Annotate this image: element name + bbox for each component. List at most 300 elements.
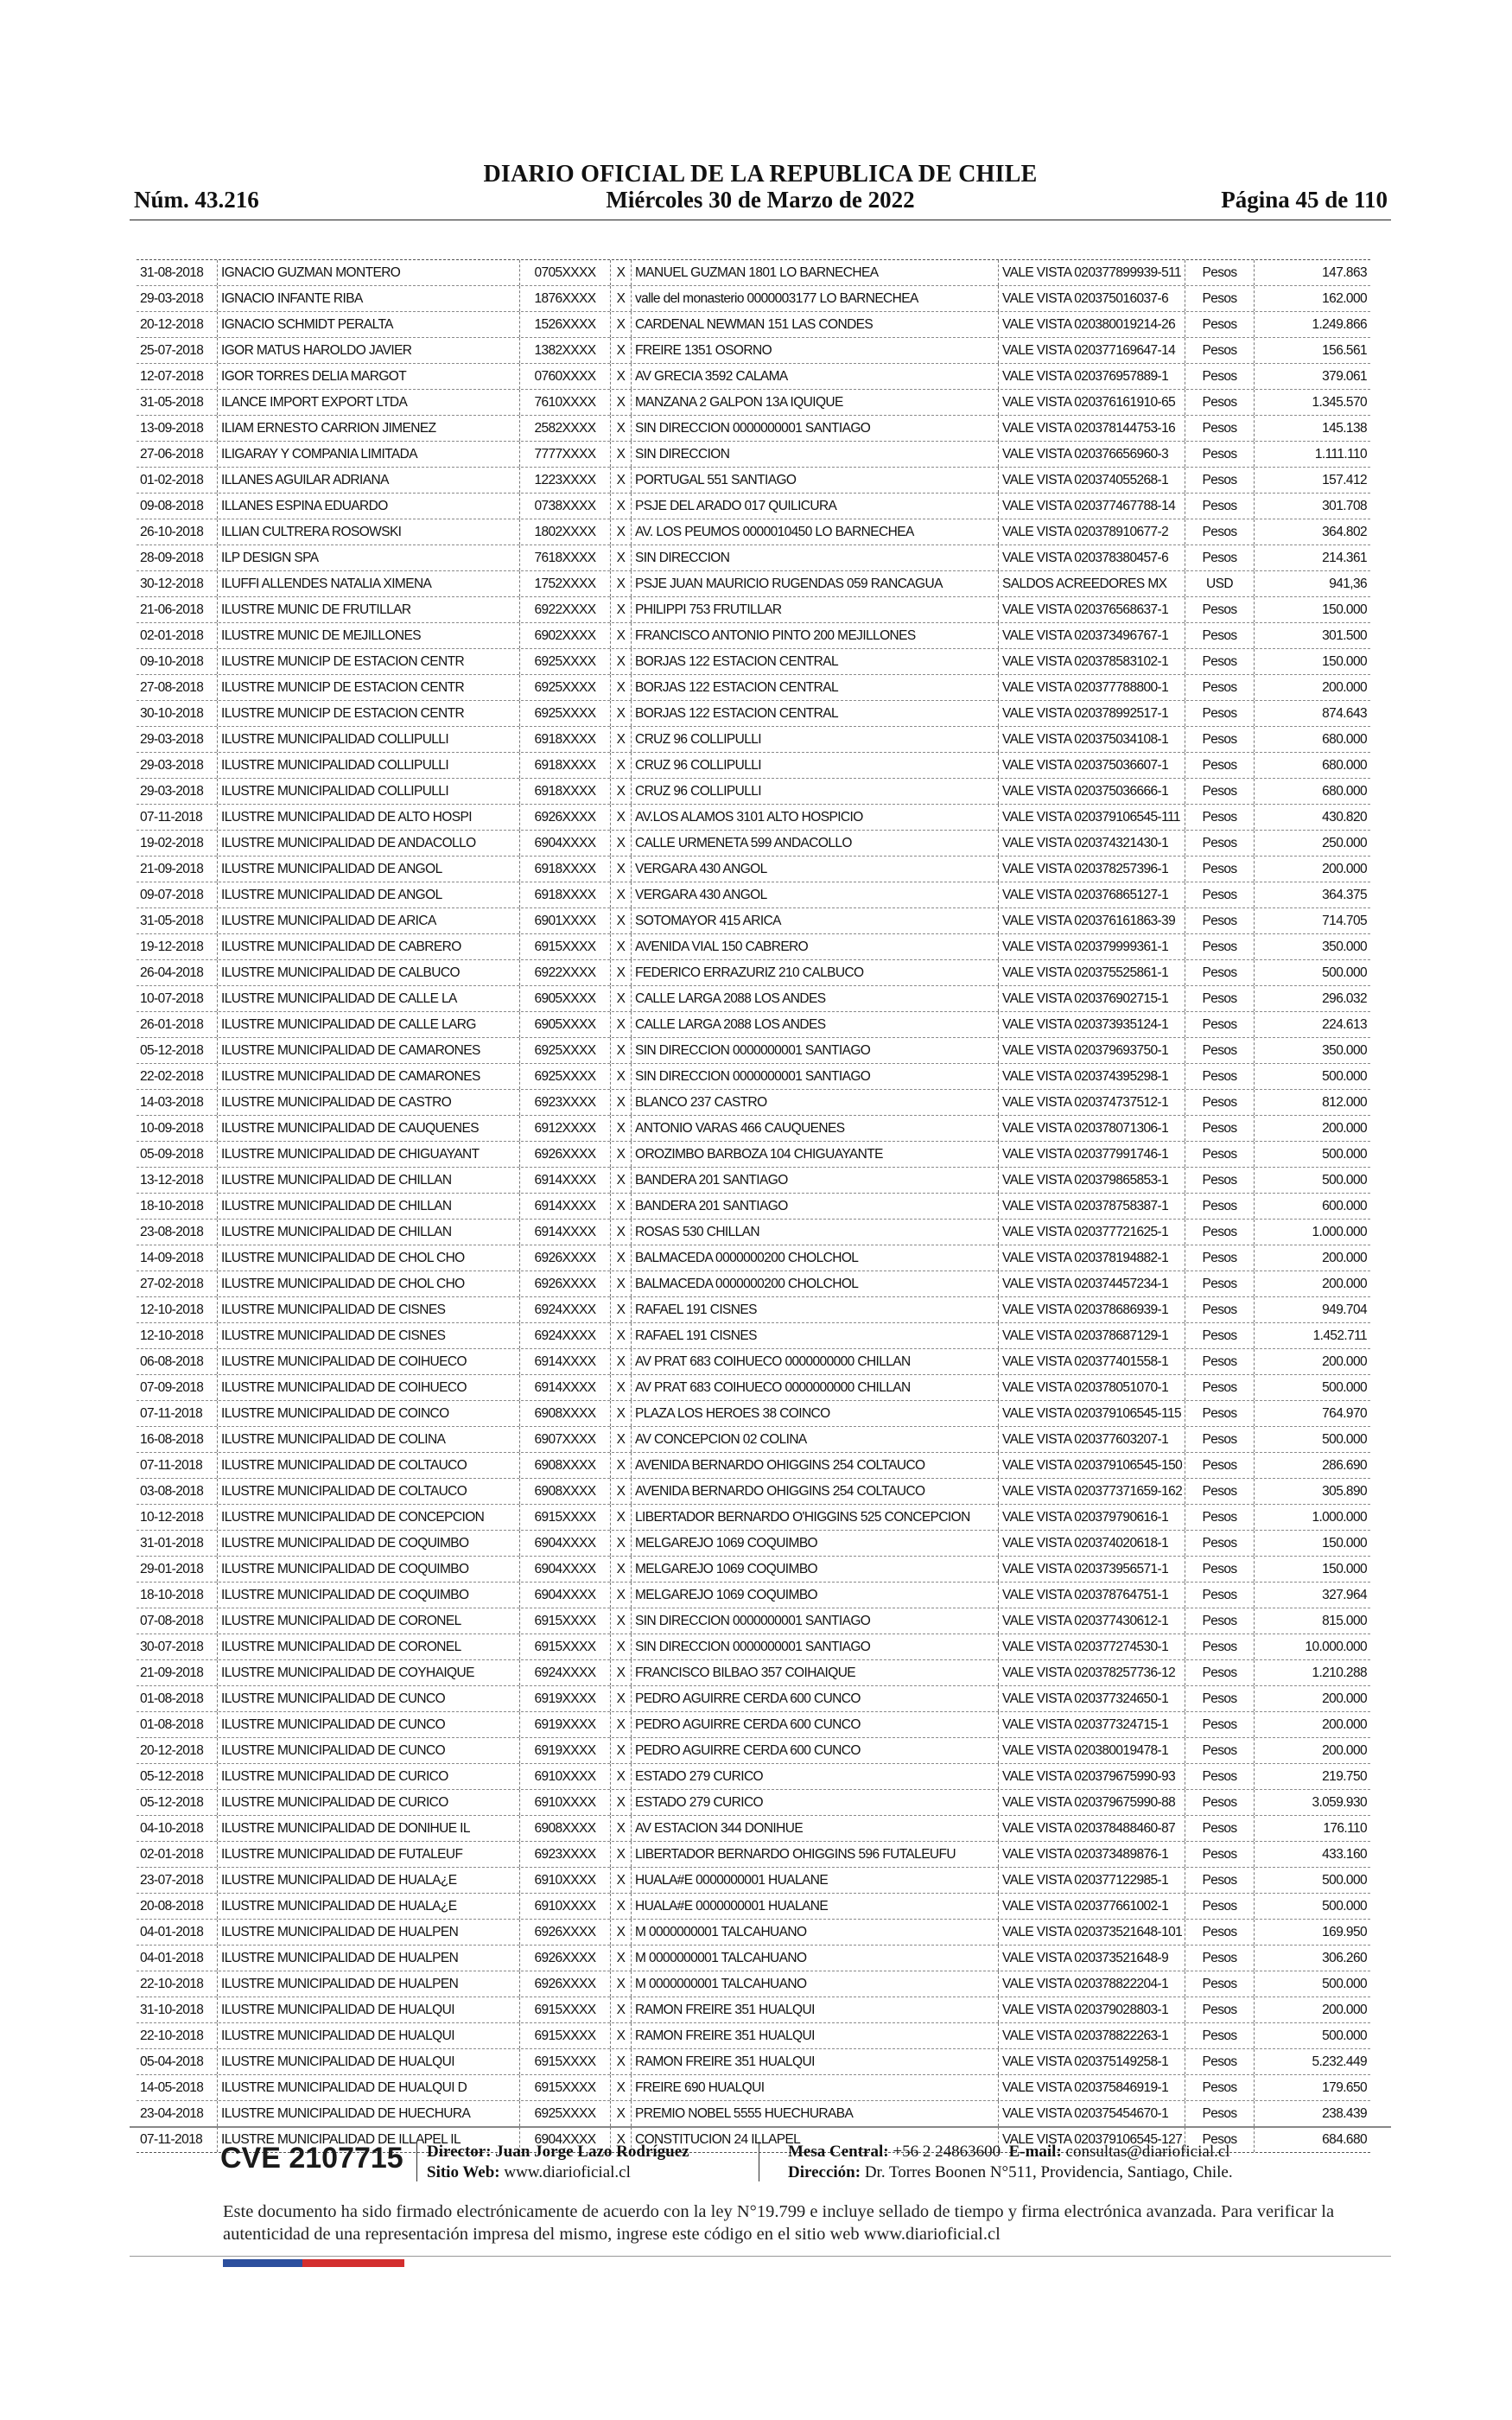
cell-mark: X bbox=[610, 831, 631, 856]
cell-amount: 296.032 bbox=[1254, 986, 1370, 1011]
cell-rut: 0705XXXX bbox=[519, 260, 610, 285]
cell-amount: 949.704 bbox=[1254, 1297, 1370, 1322]
cell-rut: 6910XXXX bbox=[519, 1790, 610, 1815]
cell-address: BALMACEDA 0000000200 CHOLCHOL bbox=[631, 1271, 998, 1296]
cell-date: 19-02-2018 bbox=[140, 836, 204, 850]
table-row bbox=[137, 1790, 1370, 1816]
cell-mark: X bbox=[610, 882, 631, 908]
cell-amount: 680.000 bbox=[1254, 753, 1370, 778]
cell-name: ILLANES ESPINA EDUARDO bbox=[217, 494, 519, 519]
cell-instrument: VALE VISTA 020379999361-1 bbox=[998, 934, 1185, 959]
cell-currency: Pesos bbox=[1185, 623, 1254, 648]
cell-address: valle del monasterio 0000003177 LO BARNECHEA bbox=[631, 286, 998, 311]
cell-address: SIN DIRECCION bbox=[631, 442, 998, 467]
cell-currency: Pesos bbox=[1185, 1790, 1254, 1815]
mesa-phone: +56 2 24863600 bbox=[893, 2143, 1001, 2161]
cell-date: 18-10-2018 bbox=[140, 1588, 204, 1602]
cell-address: BORJAS 122 ESTACION CENTRAL bbox=[631, 701, 998, 726]
cell-mark: X bbox=[610, 390, 631, 415]
cell-instrument: VALE VISTA 020377467788-14 bbox=[998, 494, 1185, 519]
cell-mark: X bbox=[610, 960, 631, 985]
table-row bbox=[137, 1531, 1370, 1557]
cell-instrument: VALE VISTA 020378910677-2 bbox=[998, 519, 1185, 544]
cell-instrument: VALE VISTA 020374321430-1 bbox=[998, 831, 1185, 856]
cell-instrument: VALE VISTA 020378051070-1 bbox=[998, 1375, 1185, 1400]
table-row bbox=[137, 1583, 1370, 1608]
cell-instrument: VALE VISTA 020378071306-1 bbox=[998, 1116, 1185, 1141]
cell-mark: X bbox=[610, 1920, 631, 1945]
table-row bbox=[137, 1090, 1370, 1116]
cell-address: CALLE URMENETA 599 ANDACOLLO bbox=[631, 831, 998, 856]
table-row bbox=[137, 364, 1370, 390]
table-row bbox=[137, 1297, 1370, 1323]
cell-instrument: VALE VISTA 020378822263-1 bbox=[998, 2023, 1185, 2048]
cell-rut: 6919XXXX bbox=[519, 1712, 610, 1737]
cell-name: ILUSTRE MUNICIPALIDAD DE HUALA¿E bbox=[217, 1894, 519, 1919]
cell-amount: 364.802 bbox=[1254, 519, 1370, 544]
cell-amount: 433.160 bbox=[1254, 1842, 1370, 1867]
cell-rut: 0760XXXX bbox=[519, 364, 610, 389]
cell-address: MELGAREJO 1069 COQUIMBO bbox=[631, 1583, 998, 1608]
cell-instrument: VALE VISTA 020378764751-1 bbox=[998, 1583, 1185, 1608]
cell-currency: Pesos bbox=[1185, 805, 1254, 830]
cell-amount: 306.260 bbox=[1254, 1946, 1370, 1971]
cell-date: 07-09-2018 bbox=[140, 1380, 204, 1395]
cell-address: M 0000000001 TALCAHUANO bbox=[631, 1971, 998, 1996]
cell-mark: X bbox=[610, 1401, 631, 1426]
table-row bbox=[137, 1920, 1370, 1946]
cell-address: ESTADO 279 CURICO bbox=[631, 1790, 998, 1815]
cell-name: ILUSTRE MUNICIPALIDAD COLLIPULLI bbox=[217, 753, 519, 778]
cell-amount: 176.110 bbox=[1254, 1816, 1370, 1841]
cell-name: ILUSTRE MUNICIPALIDAD DE ARICA bbox=[217, 908, 519, 933]
cell-address: AV CONCEPCION 02 COLINA bbox=[631, 1427, 998, 1452]
cell-mark: X bbox=[610, 1012, 631, 1037]
table-row bbox=[137, 1686, 1370, 1712]
table-row bbox=[137, 1634, 1370, 1660]
cell-address: BORJAS 122 ESTACION CENTRAL bbox=[631, 649, 998, 674]
cell-address: AVENIDA BERNARDO OHIGGINS 254 COLTAUCO bbox=[631, 1479, 998, 1504]
table-row bbox=[137, 1505, 1370, 1531]
cell-address: AVENIDA BERNARDO OHIGGINS 254 COLTAUCO bbox=[631, 1453, 998, 1478]
cell-instrument: VALE VISTA 020379790616-1 bbox=[998, 1505, 1185, 1530]
cell-date: 23-08-2018 bbox=[140, 1225, 204, 1239]
cell-instrument: VALE VISTA 020380019478-1 bbox=[998, 1738, 1185, 1763]
cell-rut: 6915XXXX bbox=[519, 2049, 610, 2074]
cell-amount: 680.000 bbox=[1254, 727, 1370, 752]
cell-instrument: SALDOS ACREEDORES MX bbox=[998, 571, 1185, 596]
cell-date: 09-07-2018 bbox=[140, 888, 204, 902]
table-row bbox=[137, 2023, 1370, 2049]
cell-date: 25-07-2018 bbox=[140, 343, 204, 358]
cell-address: SIN DIRECCION 0000000001 SANTIAGO bbox=[631, 1608, 998, 1634]
cell-address: CRUZ 96 COLLIPULLI bbox=[631, 727, 998, 752]
cell-mark: X bbox=[610, 1738, 631, 1763]
cell-rut: 6918XXXX bbox=[519, 779, 610, 804]
table-row bbox=[137, 2049, 1370, 2075]
cell-name: ILUSTRE MUNICIPALIDAD DE ALTO HOSPI bbox=[217, 805, 519, 830]
cell-amount: 10.000.000 bbox=[1254, 1634, 1370, 1659]
cell-currency: Pesos bbox=[1185, 1583, 1254, 1608]
cell-name: ILP DESIGN SPA bbox=[217, 545, 519, 570]
cell-instrument: VALE VISTA 020375149258-1 bbox=[998, 2049, 1185, 2074]
table-row bbox=[137, 1738, 1370, 1764]
cell-name: ILUSTRE MUNICIPALIDAD DE CHOL CHO bbox=[217, 1271, 519, 1296]
cell-date: 23-04-2018 bbox=[140, 2106, 204, 2121]
cell-date: 26-04-2018 bbox=[140, 965, 204, 980]
cell-mark: X bbox=[610, 1894, 631, 1919]
cell-rut: 6926XXXX bbox=[519, 1946, 610, 1971]
cell-address: ANTONIO VARAS 466 CAUQUENES bbox=[631, 1116, 998, 1141]
cell-name: ILUSTRE MUNICIPALIDAD DE CHIGUAYANT bbox=[217, 1142, 519, 1167]
cell-date: 06-08-2018 bbox=[140, 1354, 204, 1369]
cell-currency: Pesos bbox=[1185, 2049, 1254, 2074]
cell-amount: 150.000 bbox=[1254, 1557, 1370, 1582]
cell-currency: Pesos bbox=[1185, 1686, 1254, 1711]
cell-instrument: VALE VISTA 020376656960-3 bbox=[998, 442, 1185, 467]
table-row bbox=[137, 1608, 1370, 1634]
cell-address: AV ESTACION 344 DONIHUE bbox=[631, 1816, 998, 1841]
cell-name: ILUSTRE MUNIC DE MEJILLONES bbox=[217, 623, 519, 648]
cell-amount: 500.000 bbox=[1254, 1868, 1370, 1893]
cell-name: ILUSTRE MUNICIPALIDAD DE CAUQUENES bbox=[217, 1116, 519, 1141]
cell-instrument: VALE VISTA 020374457234-1 bbox=[998, 1271, 1185, 1296]
cell-currency: Pesos bbox=[1185, 1323, 1254, 1348]
table-row bbox=[137, 338, 1370, 364]
cell-instrument: VALE VISTA 020378758387-1 bbox=[998, 1194, 1185, 1219]
cell-rut: 6905XXXX bbox=[519, 1012, 610, 1037]
cell-address: FREIRE 1351 OSORNO bbox=[631, 338, 998, 363]
cell-currency: Pesos bbox=[1185, 416, 1254, 441]
cell-rut: 6923XXXX bbox=[519, 1842, 610, 1867]
director-block bbox=[427, 2142, 689, 2183]
cell-rut: 6910XXXX bbox=[519, 1764, 610, 1789]
cell-amount: 684.680 bbox=[1254, 2127, 1370, 2152]
cell-address: RAMON FREIRE 351 HUALQUI bbox=[631, 2023, 998, 2048]
cell-name: IGNACIO GUZMAN MONTERO bbox=[217, 260, 519, 285]
cell-address: CRUZ 96 COLLIPULLI bbox=[631, 753, 998, 778]
page-header bbox=[130, 156, 1391, 216]
cell-name: ILUSTRE MUNICIP DE ESTACION CENTR bbox=[217, 675, 519, 700]
cell-date: 27-02-2018 bbox=[140, 1277, 204, 1291]
cell-address: AV GRECIA 3592 CALAMA bbox=[631, 364, 998, 389]
cell-amount: 200.000 bbox=[1254, 1116, 1370, 1141]
cell-address: SIN DIRECCION bbox=[631, 545, 998, 570]
cell-rut: 6908XXXX bbox=[519, 1401, 610, 1426]
cell-mark: X bbox=[610, 597, 631, 622]
cell-amount: 301.708 bbox=[1254, 494, 1370, 519]
cell-address: RAMON FREIRE 351 HUALQUI bbox=[631, 1997, 998, 2022]
cell-rut: 6923XXXX bbox=[519, 1090, 610, 1115]
cell-currency: Pesos bbox=[1185, 1245, 1254, 1270]
cell-address: MELGAREJO 1069 COQUIMBO bbox=[631, 1531, 998, 1556]
table-row bbox=[137, 1660, 1370, 1686]
cell-date: 22-10-2018 bbox=[140, 1977, 204, 1991]
cell-address: CALLE LARGA 2088 LOS ANDES bbox=[631, 986, 998, 1011]
cell-currency: Pesos bbox=[1185, 1220, 1254, 1245]
cell-rut: 6915XXXX bbox=[519, 1505, 610, 1530]
cell-currency: Pesos bbox=[1185, 1634, 1254, 1659]
cell-instrument: VALE VISTA 020374737512-1 bbox=[998, 1090, 1185, 1115]
cell-name: ILUSTRE MUNICIPALIDAD DE CABRERO bbox=[217, 934, 519, 959]
cell-amount: 379.061 bbox=[1254, 364, 1370, 389]
cell-address: AV PRAT 683 COIHUECO 0000000000 CHILLAN bbox=[631, 1375, 998, 1400]
cell-amount: 238.439 bbox=[1254, 2101, 1370, 2126]
cell-date: 12-07-2018 bbox=[140, 369, 204, 384]
cell-mark: X bbox=[610, 494, 631, 519]
table-row bbox=[137, 1194, 1370, 1220]
cell-rut: 6926XXXX bbox=[519, 1971, 610, 1996]
cell-currency: Pesos bbox=[1185, 934, 1254, 959]
cell-currency: Pesos bbox=[1185, 1479, 1254, 1504]
table-row bbox=[137, 986, 1370, 1012]
cell-address: CONSTITUCION 24 ILLAPEL bbox=[631, 2127, 998, 2152]
cell-instrument: VALE VISTA 020377899939-511 bbox=[998, 260, 1185, 285]
cell-address: RAFAEL 191 CISNES bbox=[631, 1323, 998, 1348]
cell-mark: X bbox=[610, 571, 631, 596]
cell-date: 30-10-2018 bbox=[140, 706, 204, 721]
cell-date: 31-01-2018 bbox=[140, 1536, 204, 1551]
cell-name: ILUSTRE MUNICIPALIDAD DE HUALQUI D bbox=[217, 2075, 519, 2100]
cell-currency: Pesos bbox=[1185, 753, 1254, 778]
table-row bbox=[137, 1168, 1370, 1194]
cell-mark: X bbox=[610, 675, 631, 700]
cell-amount: 1.249.866 bbox=[1254, 312, 1370, 337]
cell-name: ILANCE IMPORT EXPORT LTDA bbox=[217, 390, 519, 415]
cell-currency: Pesos bbox=[1185, 468, 1254, 493]
cell-amount: 1.210.288 bbox=[1254, 1660, 1370, 1685]
cell-address: SIN DIRECCION 0000000001 SANTIAGO bbox=[631, 1634, 998, 1659]
cell-mark: X bbox=[610, 1790, 631, 1815]
cell-instrument: VALE VISTA 020375846919-1 bbox=[998, 2075, 1185, 2100]
table-row bbox=[137, 831, 1370, 857]
cell-instrument: VALE VISTA 020377324715-1 bbox=[998, 1712, 1185, 1737]
cell-currency: Pesos bbox=[1185, 1116, 1254, 1141]
cell-currency: Pesos bbox=[1185, 1557, 1254, 1582]
cell-address: FREIRE 690 HUALQUI bbox=[631, 2075, 998, 2100]
cell-rut: 6926XXXX bbox=[519, 1245, 610, 1270]
table-row bbox=[137, 2075, 1370, 2101]
cell-date: 02-01-2018 bbox=[140, 628, 204, 643]
cell-rut: 6925XXXX bbox=[519, 1064, 610, 1089]
cell-instrument: VALE VISTA 020374020618-1 bbox=[998, 1531, 1185, 1556]
cell-date: 12-10-2018 bbox=[140, 1302, 204, 1317]
cell-instrument: VALE VISTA 020376902715-1 bbox=[998, 986, 1185, 1011]
cell-mark: X bbox=[610, 1168, 631, 1193]
cell-currency: Pesos bbox=[1185, 1453, 1254, 1478]
cell-rut: 6901XXXX bbox=[519, 908, 610, 933]
cell-name: ILUSTRE MUNICIPALIDAD DE CORONEL bbox=[217, 1634, 519, 1659]
table-row bbox=[137, 1479, 1370, 1505]
cell-date: 01-08-2018 bbox=[140, 1717, 204, 1732]
cell-rut: 6922XXXX bbox=[519, 960, 610, 985]
cell-rut: 6919XXXX bbox=[519, 1738, 610, 1763]
cell-instrument: VALE VISTA 020379693750-1 bbox=[998, 1038, 1185, 1063]
cell-amount: 150.000 bbox=[1254, 1531, 1370, 1556]
cell-amount: 157.412 bbox=[1254, 468, 1370, 493]
site-label: Sitio Web: bbox=[427, 2163, 500, 2181]
cell-mark: X bbox=[610, 338, 631, 363]
cell-rut: 1223XXXX bbox=[519, 468, 610, 493]
cell-name: ILUSTRE MUNICIPALIDAD DE HUALPEN bbox=[217, 1971, 519, 1996]
cell-instrument: VALE VISTA 020373935124-1 bbox=[998, 1012, 1185, 1037]
table-row bbox=[137, 805, 1370, 831]
cell-instrument: VALE VISTA 020378686939-1 bbox=[998, 1297, 1185, 1322]
cell-name: ILUSTRE MUNICIPALIDAD DE COIHUECO bbox=[217, 1349, 519, 1374]
cell-instrument: VALE VISTA 020376568637-1 bbox=[998, 597, 1185, 622]
cell-instrument: VALE VISTA 020378822204-1 bbox=[998, 1971, 1185, 1996]
newspaper-title: DIARIO OFICIAL DE LA REPUBLICA DE CHILE bbox=[483, 161, 1038, 188]
cell-currency: Pesos bbox=[1185, 312, 1254, 337]
cell-date: 27-08-2018 bbox=[140, 680, 204, 695]
cell-currency: Pesos bbox=[1185, 2127, 1254, 2152]
cell-amount: 200.000 bbox=[1254, 1712, 1370, 1737]
cell-amount: 200.000 bbox=[1254, 1997, 1370, 2022]
cell-address: MELGAREJO 1069 COQUIMBO bbox=[631, 1557, 998, 1582]
cell-date: 09-10-2018 bbox=[140, 654, 204, 669]
cell-currency: Pesos bbox=[1185, 260, 1254, 285]
cell-address: MANUEL GUZMAN 1801 LO BARNECHEA bbox=[631, 260, 998, 285]
cell-mark: X bbox=[610, 468, 631, 493]
cell-instrument: VALE VISTA 020377788800-1 bbox=[998, 675, 1185, 700]
cell-amount: 200.000 bbox=[1254, 1245, 1370, 1270]
cell-instrument: VALE VISTA 020378257396-1 bbox=[998, 857, 1185, 882]
director-label: Director: bbox=[427, 2143, 492, 2161]
cell-rut: 6908XXXX bbox=[519, 1479, 610, 1504]
cell-address: SIN DIRECCION 0000000001 SANTIAGO bbox=[631, 1064, 998, 1089]
cell-currency: Pesos bbox=[1185, 1946, 1254, 1971]
cell-rut: 2582XXXX bbox=[519, 416, 610, 441]
cell-instrument: VALE VISTA 020374395298-1 bbox=[998, 1064, 1185, 1089]
cell-currency: Pesos bbox=[1185, 1375, 1254, 1400]
cell-address: BANDERA 201 SANTIAGO bbox=[631, 1194, 998, 1219]
cell-address: AV. LOS PEUMOS 0000010450 LO BARNECHEA bbox=[631, 519, 998, 544]
cell-instrument: VALE VISTA 020379106545-111 bbox=[998, 805, 1185, 830]
cell-amount: 145.138 bbox=[1254, 416, 1370, 441]
cell-mark: X bbox=[610, 1505, 631, 1530]
cell-address: SOTOMAYOR 415 ARICA bbox=[631, 908, 998, 933]
cell-name: ILUSTRE MUNICIPALIDAD DE ANDACOLLO bbox=[217, 831, 519, 856]
cell-mark: X bbox=[610, 1842, 631, 1867]
cell-rut: 6914XXXX bbox=[519, 1375, 610, 1400]
cell-mark: X bbox=[610, 1531, 631, 1556]
cell-currency: Pesos bbox=[1185, 1349, 1254, 1374]
cell-currency: Pesos bbox=[1185, 1427, 1254, 1452]
table-row bbox=[137, 960, 1370, 986]
cell-name: ILUSTRE MUNICIPALIDAD DE HUALA¿E bbox=[217, 1868, 519, 1893]
cell-address: BANDERA 201 SANTIAGO bbox=[631, 1168, 998, 1193]
cell-mark: X bbox=[610, 2127, 631, 2152]
cell-currency: Pesos bbox=[1185, 1997, 1254, 2022]
cell-instrument: VALE VISTA 020374055268-1 bbox=[998, 468, 1185, 493]
cell-rut: 6915XXXX bbox=[519, 2075, 610, 2100]
cell-name: ILUSTRE MUNICIPALIDAD DE CISNES bbox=[217, 1297, 519, 1322]
cell-name: ILUSTRE MUNICIPALIDAD DE COQUIMBO bbox=[217, 1583, 519, 1608]
cell-instrument: VALE VISTA 020377991746-1 bbox=[998, 1142, 1185, 1167]
cell-amount: 200.000 bbox=[1254, 1271, 1370, 1296]
cell-rut: 6926XXXX bbox=[519, 1271, 610, 1296]
cell-mark: X bbox=[610, 1479, 631, 1504]
cell-amount: 327.964 bbox=[1254, 1583, 1370, 1608]
cell-name: IGNACIO SCHMIDT PERALTA bbox=[217, 312, 519, 337]
cell-rut: 6924XXXX bbox=[519, 1323, 610, 1348]
cell-currency: Pesos bbox=[1185, 1971, 1254, 1996]
cell-mark: X bbox=[610, 1583, 631, 1608]
cell-address: RAFAEL 191 CISNES bbox=[631, 1297, 998, 1322]
cell-rut: 6915XXXX bbox=[519, 2023, 610, 2048]
cell-name: ILUSTRE MUNICIPALIDAD DE COIHUECO bbox=[217, 1375, 519, 1400]
cell-instrument: VALE VISTA 020376161910-65 bbox=[998, 390, 1185, 415]
cell-name: ILUSTRE MUNICIP DE ESTACION CENTR bbox=[217, 701, 519, 726]
cell-amount: 3.059.930 bbox=[1254, 1790, 1370, 1815]
cell-amount: 250.000 bbox=[1254, 831, 1370, 856]
cell-date: 14-03-2018 bbox=[140, 1095, 204, 1110]
cell-currency: Pesos bbox=[1185, 675, 1254, 700]
table-row bbox=[137, 1142, 1370, 1168]
cell-rut: 6924XXXX bbox=[519, 1297, 610, 1322]
site-link[interactable]: www.diarioficial.cl bbox=[504, 2163, 631, 2181]
cell-currency: Pesos bbox=[1185, 1194, 1254, 1219]
cell-rut: 6908XXXX bbox=[519, 1816, 610, 1841]
cell-currency: Pesos bbox=[1185, 1738, 1254, 1763]
address-label: Dirección: bbox=[788, 2163, 861, 2181]
cell-amount: 874.643 bbox=[1254, 701, 1370, 726]
cell-name: ILUSTRE MUNICIPALIDAD DE COLTAUCO bbox=[217, 1479, 519, 1504]
cell-name: ILUSTRE MUNICIPALIDAD DE CAMARONES bbox=[217, 1064, 519, 1089]
cell-date: 07-11-2018 bbox=[140, 2132, 203, 2147]
cell-date: 01-08-2018 bbox=[140, 1691, 204, 1706]
cell-name: ILUSTRE MUNICIPALIDAD DE CHOL CHO bbox=[217, 1245, 519, 1270]
cell-rut: 6915XXXX bbox=[519, 934, 610, 959]
cell-date: 30-12-2018 bbox=[140, 576, 204, 591]
cell-currency: Pesos bbox=[1185, 908, 1254, 933]
cell-date: 31-10-2018 bbox=[140, 2003, 204, 2017]
cell-amount: 500.000 bbox=[1254, 1064, 1370, 1089]
cell-mark: X bbox=[610, 701, 631, 726]
cell-instrument: VALE VISTA 020378380457-6 bbox=[998, 545, 1185, 570]
cell-date: 30-07-2018 bbox=[140, 1640, 204, 1654]
cell-date: 07-11-2018 bbox=[140, 1458, 203, 1473]
cell-mark: X bbox=[610, 805, 631, 830]
cell-name: ILUSTRE MUNICIPALIDAD DE CORONEL bbox=[217, 1608, 519, 1634]
cell-amount: 1.111.110 bbox=[1254, 442, 1370, 467]
cell-address: LIBERTADOR BERNARDO OHIGGINS 596 FUTALEUFU bbox=[631, 1842, 998, 1867]
cell-amount: 500.000 bbox=[1254, 1168, 1370, 1193]
cell-mark: X bbox=[610, 1868, 631, 1893]
cell-amount: 286.690 bbox=[1254, 1453, 1370, 1478]
cell-instrument: VALE VISTA 020373956571-1 bbox=[998, 1557, 1185, 1582]
cell-date: 19-12-2018 bbox=[140, 939, 204, 954]
email-link[interactable]: consultas@diarioficial.cl bbox=[1065, 2143, 1230, 2161]
cell-address: LIBERTADOR BERNARDO O'HIGGINS 525 CONCEPCION bbox=[631, 1505, 998, 1530]
table-row bbox=[137, 1323, 1370, 1349]
cell-currency: Pesos bbox=[1185, 1920, 1254, 1945]
cell-amount: 500.000 bbox=[1254, 1142, 1370, 1167]
cell-rut: 7610XXXX bbox=[519, 390, 610, 415]
cell-amount: 350.000 bbox=[1254, 1038, 1370, 1063]
cell-date: 04-10-2018 bbox=[140, 1821, 204, 1836]
cell-rut: 1752XXXX bbox=[519, 571, 610, 596]
cell-rut: 6918XXXX bbox=[519, 753, 610, 778]
cell-address: PORTUGAL 551 SANTIAGO bbox=[631, 468, 998, 493]
cell-instrument: VALE VISTA 020377430612-1 bbox=[998, 1608, 1185, 1634]
cve-code: CVE 2107715 bbox=[220, 2142, 403, 2175]
cell-amount: 200.000 bbox=[1254, 1686, 1370, 1711]
cell-date: 12-10-2018 bbox=[140, 1328, 204, 1343]
cell-date: 26-10-2018 bbox=[140, 525, 204, 539]
cell-amount: 200.000 bbox=[1254, 857, 1370, 882]
table-row bbox=[137, 494, 1370, 519]
